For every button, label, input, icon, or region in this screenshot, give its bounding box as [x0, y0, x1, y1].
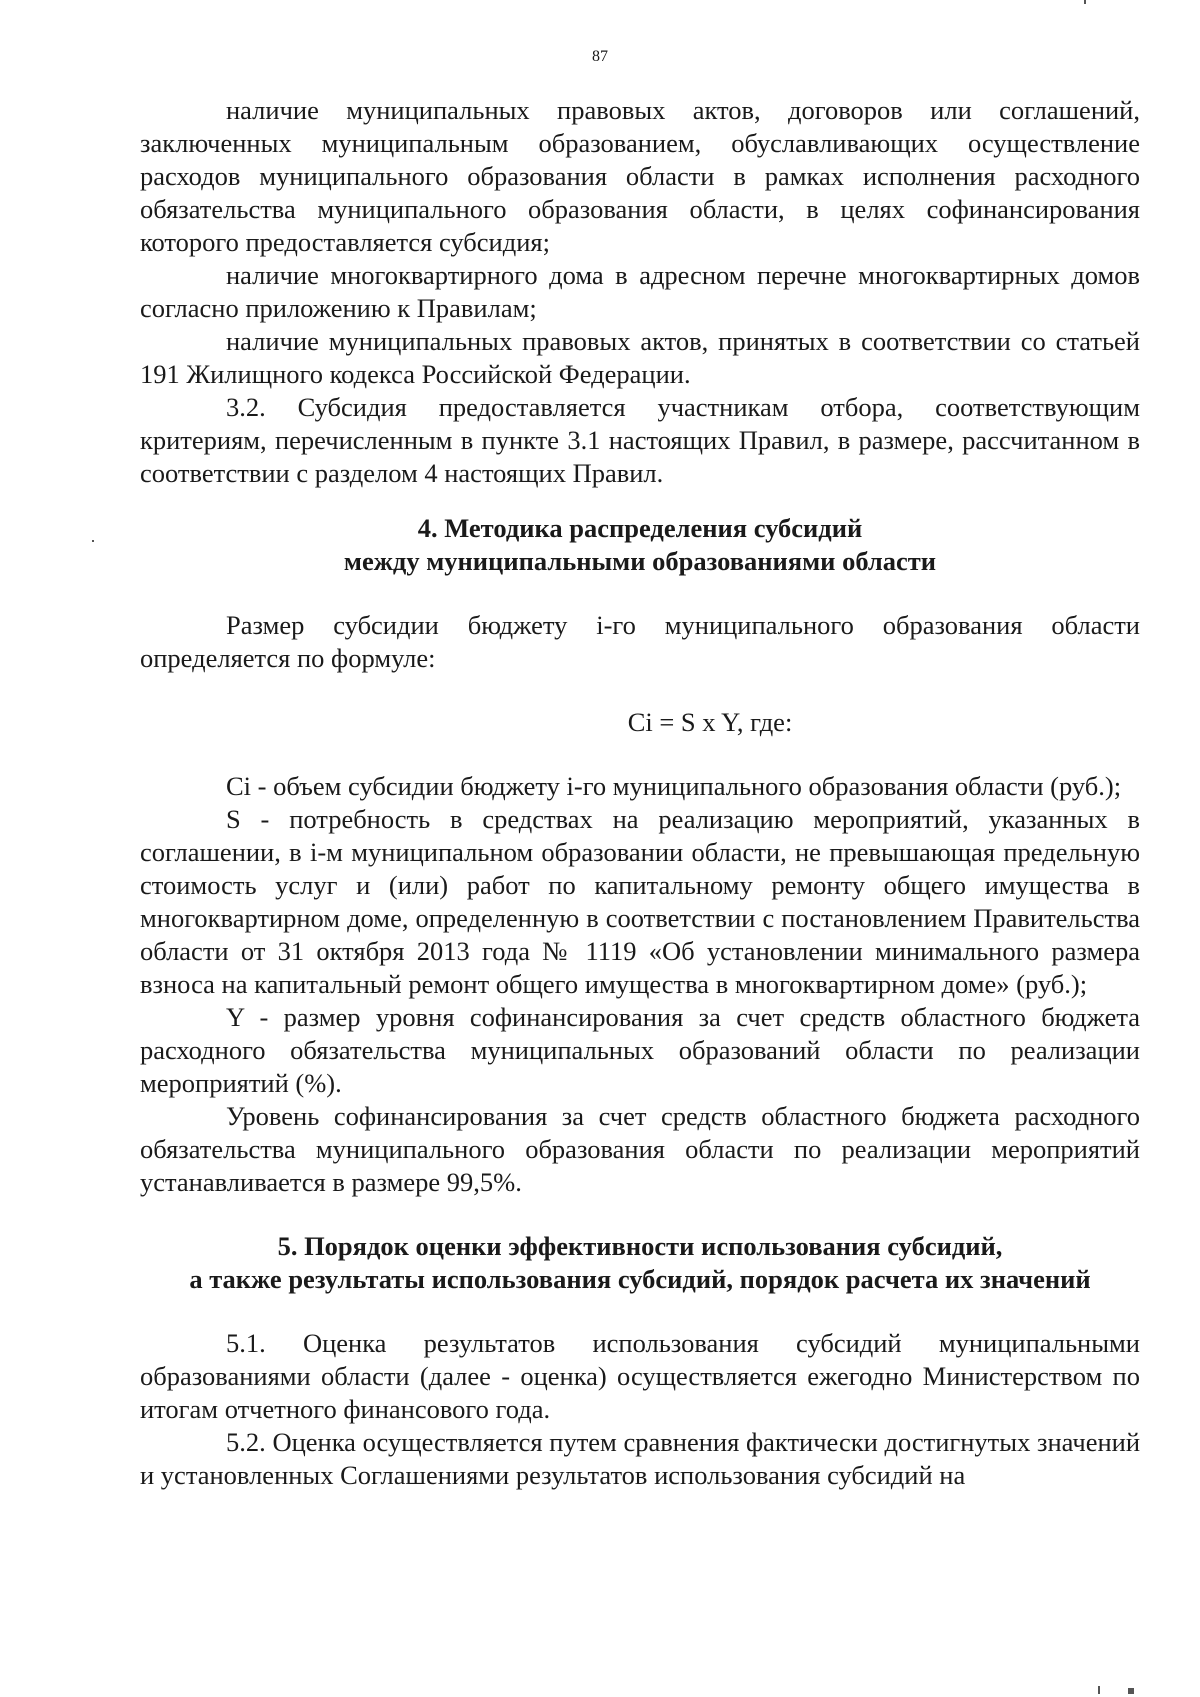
- section-4-heading: [140, 512, 1140, 578]
- scan-mark: [92, 540, 94, 542]
- scan-mark: [1098, 1686, 1100, 1694]
- paragraph: Уровень софинансирования за счет средств областного бюджета расходного обязательства муниципального образования области по реализации мероприятий устанавливается в размере 99,5%.: [140, 1101, 1140, 1197]
- heading-line: между муниципальными образованиями области: [343, 546, 937, 576]
- paragraph: 5.1. Оценка результатов использования субсидий муниципальными образованиями области (далее - оценка) осуществляется ежегодно Министерством по итогам отчетного финансового года.: [140, 1328, 1140, 1424]
- heading-line: 4. Методика распределения субсидий: [417, 513, 863, 543]
- paragraph: S - потребность в средствах на реализацию мероприятий, указанных в соглашении, в i-м муниципальном образовании области, не превышающая предельную стоимость услуг и (или) работ по капитальному ремонту общего имущества в многоквартирном доме, определенную в соответствии с постановлением Правительства области от 31 октября 2013 года № 1119 «Об установлении минимального размера взноса на капитальный ремонт общего имущества в многоквартирном доме» (руб.);: [140, 804, 1140, 999]
- formula: Ci = S x Y, где:: [627, 707, 793, 737]
- paragraph: 3.2. Субсидия предоставляется участникам отбора, соответствующим критериям, перечисленным в пункте 3.1 настоящих Правил, в размере, рассчитанном в соответствии с разделом 4 настоящих Правил.: [140, 392, 1140, 488]
- paragraph: Ci - объем субсидии бюджету i-го муниципального образования области (руб.);: [226, 771, 1122, 801]
- paragraph: Y - размер уровня софинансирования за счет средств областного бюджета расходного обязательства муниципальных образований области по реализации мероприятий (%).: [140, 1002, 1140, 1098]
- scan-mark: [1084, 0, 1086, 4]
- heading-line: а также результаты использования субсидий, порядок расчета их значений: [189, 1264, 1091, 1294]
- section-5-heading: [140, 1230, 1140, 1296]
- scan-mark: [1128, 1688, 1134, 1694]
- document-body: [140, 94, 1140, 1492]
- paragraph: Размер субсидии бюджету i-го муниципального образования области определяется по формуле:: [140, 610, 1140, 673]
- page-number: 87: [592, 48, 608, 65]
- paragraph: наличие муниципальных правовых актов, договоров или соглашений, заключенных муниципальным образованием, обуславливающих осуществление расходов муниципального образования области в рамках исполнения расходного обязательства муниципального образования области, в целях софинансирования которого предоставляется субсидия;: [140, 95, 1140, 257]
- paragraph: наличие муниципальных правовых актов, принятых в соответствии со статьей 191 Жилищного кодекса Российской Федерации.: [140, 326, 1140, 389]
- heading-line: 5. Порядок оценки эффективности использования субсидий,: [277, 1231, 1003, 1261]
- paragraph: наличие многоквартирного дома в адресном перечне многоквартирных домов согласно приложению к Правилам;: [140, 260, 1140, 323]
- paragraph: 5.2. Оценка осуществляется путем сравнения фактически достигнутых значений и установленных Соглашениями результатов использования субсидий на: [140, 1427, 1140, 1490]
